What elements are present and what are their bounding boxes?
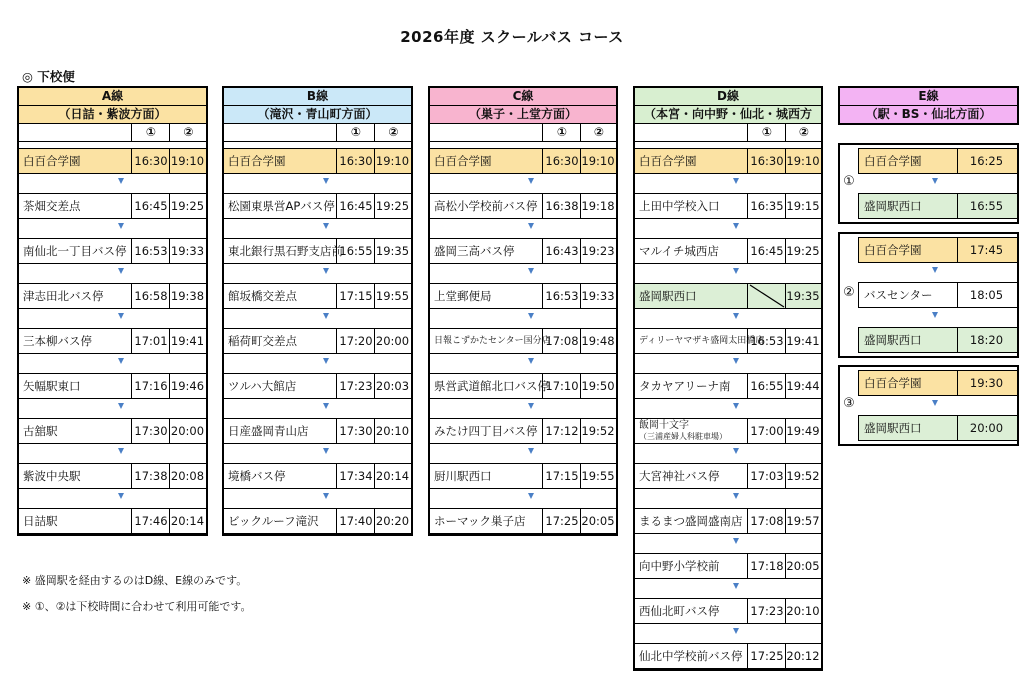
down-arrow-icon — [323, 448, 329, 454]
stop-name: 館坂橋交差点 — [228, 289, 297, 303]
stop-name: 茶畑交差点 — [23, 199, 81, 213]
time-2: 19:55 — [374, 284, 410, 308]
stop-row — [635, 373, 821, 399]
stop-row — [858, 282, 1017, 308]
route-b — [222, 86, 413, 536]
time: 20:00 — [957, 416, 1015, 440]
stop-row — [430, 193, 616, 219]
stop-name-main: 飯岡十文字 — [639, 420, 689, 431]
group-number: ① — [843, 173, 855, 189]
stop-name: 矢幅駅東口 — [23, 379, 81, 393]
route-name: C線 — [430, 88, 616, 106]
stop-name-sub: （三浦産婦人科駐車場） — [639, 432, 727, 441]
down-arrow-icon — [323, 358, 329, 364]
time-2: 19:52 — [785, 464, 820, 488]
stop-name: 津志田北バス停 — [23, 289, 104, 303]
time-2: 20:08 — [169, 464, 205, 488]
time-2: 19:33 — [169, 239, 205, 263]
stop-row — [858, 237, 1017, 263]
route-e-group — [838, 365, 1019, 446]
time-1: 16:53 — [542, 284, 581, 308]
stop-name: 東北銀行黒石野支店前 — [228, 244, 343, 258]
down-arrow-icon — [733, 313, 739, 319]
page-title: 2026年度 スクールバス コース — [400, 28, 624, 46]
stop-name: 西仙北町バス停 — [639, 604, 720, 618]
down-arrow-icon — [118, 358, 124, 364]
down-arrow-icon — [323, 178, 329, 184]
stop-row — [19, 238, 206, 264]
route-e-group — [838, 232, 1019, 358]
time-column-header — [635, 124, 821, 142]
stop-row — [635, 643, 821, 669]
time: 17:45 — [957, 238, 1015, 262]
stop-name: ツルハ大館店 — [228, 379, 297, 393]
stop-name: 盛岡駅西口 — [864, 199, 922, 213]
time: 18:20 — [957, 328, 1015, 352]
route-area: （滝沢・青山町方面） — [224, 106, 411, 124]
time-1: 17:15 — [336, 284, 375, 308]
route-name: B線 — [224, 88, 411, 106]
time-2: 20:00 — [169, 419, 205, 443]
stop-row — [224, 148, 411, 174]
time-1: 16:55 — [336, 239, 375, 263]
time-2: 20:14 — [169, 509, 205, 533]
stop-name: タカヤアリーナ南 — [639, 379, 731, 393]
stop-row — [224, 328, 411, 354]
down-arrow-icon — [118, 403, 124, 409]
time-1: 16:55 — [747, 374, 786, 398]
time-1: 17:12 — [542, 419, 581, 443]
stop-name: 盛岡三高バス停 — [434, 244, 515, 258]
note-2: ※ ①、②は下校時間に合わせて利用可能です。 — [22, 600, 252, 613]
down-arrow-icon — [932, 267, 938, 273]
stop-name: 境橋バス停 — [228, 469, 286, 483]
time-2: 19:44 — [785, 374, 820, 398]
route-area: （日詰・紫波方面） — [19, 106, 206, 124]
stop-row — [224, 418, 411, 444]
down-arrow-icon — [733, 223, 739, 229]
down-arrow-icon — [528, 313, 534, 319]
time-1: 16:45 — [131, 194, 170, 218]
time-1: 17:08 — [747, 509, 786, 533]
time-column-header — [19, 124, 206, 142]
down-arrow-icon — [932, 400, 938, 406]
stop-row — [19, 373, 206, 399]
stop-name: 白百合学園 — [864, 243, 922, 257]
time-1: 17:15 — [542, 464, 581, 488]
time-1: 16:38 — [542, 194, 581, 218]
stop-row — [430, 328, 616, 354]
down-arrow-icon — [323, 493, 329, 499]
time-1: 16:53 — [747, 329, 786, 353]
time-1: 16:45 — [747, 239, 786, 263]
stop-row — [430, 508, 616, 534]
stop-row — [224, 283, 411, 309]
stop-name: 日報こずかたセンター国分店 — [434, 336, 551, 346]
time-1: 16:45 — [336, 194, 375, 218]
time-1 — [747, 284, 786, 308]
down-arrow-icon — [733, 583, 739, 589]
stop-row — [19, 418, 206, 444]
column-mark-2: ② — [374, 124, 412, 141]
stop-name: ホーマック巣子店 — [434, 514, 526, 528]
column-mark-1: ① — [131, 124, 170, 141]
time-2: 19:15 — [785, 194, 820, 218]
time-1: 17:34 — [336, 464, 375, 488]
stop-name: 日産盛岡青山店 — [228, 424, 309, 438]
time-2: 20:03 — [374, 374, 410, 398]
stop-row — [19, 508, 206, 534]
down-arrow-icon — [932, 178, 938, 184]
time-2: 19:48 — [580, 329, 615, 353]
time-2: 20:00 — [374, 329, 410, 353]
time-2: 19:49 — [785, 419, 820, 443]
time-1: 16:30 — [336, 149, 375, 173]
time: 16:25 — [957, 149, 1015, 173]
stop-row — [635, 463, 821, 489]
stop-row — [635, 328, 821, 354]
time-2: 19:41 — [169, 329, 205, 353]
down-arrow-icon — [528, 358, 534, 364]
stop-row — [858, 415, 1017, 441]
time-1: 17:30 — [131, 419, 170, 443]
stop-row — [224, 373, 411, 399]
time-1: 17:03 — [747, 464, 786, 488]
down-arrow-icon — [733, 538, 739, 544]
down-arrow-icon — [118, 313, 124, 319]
time: 16:55 — [957, 194, 1015, 218]
down-arrow-icon — [528, 223, 534, 229]
down-arrow-icon — [323, 403, 329, 409]
column-mark-1: ① — [747, 124, 786, 141]
time-1: 17:08 — [542, 329, 581, 353]
down-arrow-icon — [118, 493, 124, 499]
stop-row — [858, 370, 1017, 396]
stop-row — [635, 418, 821, 444]
time-2: 19:25 — [785, 239, 820, 263]
time-1: 16:30 — [747, 149, 786, 173]
stop-name: ディリーヤマザキ盛岡太田橋店 — [639, 336, 765, 346]
time-2: 19:10 — [374, 149, 410, 173]
route-area: （駅・BS・仙北方面） — [840, 106, 1017, 123]
stop-row — [430, 463, 616, 489]
down-arrow-icon — [118, 268, 124, 274]
stop-name: 白百合学園 — [228, 154, 286, 168]
route-a — [17, 86, 208, 536]
stop-row — [635, 508, 821, 534]
time-1: 17:25 — [747, 644, 786, 668]
stop-name: 紫波中央駅 — [23, 469, 81, 483]
time-2: 19:33 — [580, 284, 615, 308]
time-1: 17:23 — [336, 374, 375, 398]
time-1: 17:00 — [747, 419, 786, 443]
stop-name: 盛岡駅西口 — [639, 289, 697, 303]
column-mark-2: ② — [169, 124, 207, 141]
stop-name — [639, 420, 727, 442]
time-2: 19:55 — [580, 464, 615, 488]
stop-row — [430, 238, 616, 264]
time-column-header — [224, 124, 411, 142]
stop-name: 稲荷町交差点 — [228, 334, 297, 348]
stop-row — [430, 283, 616, 309]
down-arrow-icon — [733, 403, 739, 409]
time-1: 17:46 — [131, 509, 170, 533]
down-arrow-icon — [528, 448, 534, 454]
time-1: 17:20 — [336, 329, 375, 353]
time-1: 17:18 — [747, 554, 786, 578]
column-mark-1: ① — [336, 124, 375, 141]
stop-row — [430, 418, 616, 444]
time-1: 17:23 — [747, 599, 786, 623]
down-arrow-icon — [118, 178, 124, 184]
stop-name: 盛岡駅西口 — [864, 421, 922, 435]
group-number: ③ — [843, 395, 855, 411]
stop-name: バスセンター — [864, 288, 933, 302]
stop-name: 白百合学園 — [23, 154, 81, 168]
stop-name: 白百合学園 — [864, 376, 922, 390]
route-area: （本宮・向中野・仙北・城西方 — [635, 106, 821, 124]
down-arrow-icon — [323, 223, 329, 229]
column-mark-2: ② — [580, 124, 617, 141]
down-arrow-icon — [528, 493, 534, 499]
time-2: 20:20 — [374, 509, 410, 533]
time-1: 17:40 — [336, 509, 375, 533]
stop-name: 上田中学校入口 — [639, 199, 720, 213]
stop-name: 南仙北一丁目バス停 — [23, 244, 127, 258]
time-1: 16:53 — [131, 239, 170, 263]
stop-name: 上堂郵便局 — [434, 289, 492, 303]
stop-row — [224, 238, 411, 264]
stop-row — [635, 598, 821, 624]
time-2: 19:38 — [169, 284, 205, 308]
time-1: 16:35 — [747, 194, 786, 218]
route-name: E線 — [840, 88, 1017, 106]
stop-row — [19, 328, 206, 354]
route-d — [633, 86, 823, 671]
down-arrow-icon — [528, 178, 534, 184]
stop-row — [635, 553, 821, 579]
down-arrow-icon — [323, 268, 329, 274]
route-name: D線 — [635, 88, 821, 106]
stop-row — [224, 508, 411, 534]
stop-row — [19, 193, 206, 219]
stop-name: まるまつ盛岡盛南店 — [639, 514, 743, 528]
stop-row — [635, 148, 821, 174]
column-mark-1: ① — [542, 124, 581, 141]
stop-row — [430, 148, 616, 174]
down-arrow-icon — [733, 493, 739, 499]
time-1: 17:01 — [131, 329, 170, 353]
stop-name: みたけ四丁目バス停 — [434, 424, 538, 438]
time-2: 19:10 — [169, 149, 205, 173]
stop-row — [430, 373, 616, 399]
time-1: 16:30 — [542, 149, 581, 173]
stop-row — [19, 148, 206, 174]
stop-name: 県営武道館北口バス停 — [434, 379, 549, 393]
stop-row — [858, 148, 1017, 174]
route-e-header — [838, 86, 1019, 125]
time-2: 19:50 — [580, 374, 615, 398]
time-2: 19:10 — [785, 149, 820, 173]
time-column-header — [430, 124, 616, 142]
time-2: 19:35 — [785, 284, 820, 308]
note-1: ※ 盛岡駅を経由するのはD線、E線のみです。 — [22, 574, 248, 587]
time-1: 16:30 — [131, 149, 170, 173]
down-arrow-icon — [932, 312, 938, 318]
stop-row — [858, 193, 1017, 219]
group-number: ② — [843, 285, 855, 300]
time-2: 20:05 — [580, 509, 615, 533]
time-2: 19:18 — [580, 194, 615, 218]
time-2: 19:25 — [169, 194, 205, 218]
time-2: 19:46 — [169, 374, 205, 398]
time-2: 19:41 — [785, 329, 820, 353]
time-1: 17:16 — [131, 374, 170, 398]
stop-name: 盛岡駅西口 — [864, 333, 922, 347]
down-arrow-icon — [528, 268, 534, 274]
time-2: 20:14 — [374, 464, 410, 488]
down-arrow-icon — [733, 448, 739, 454]
stop-row — [19, 463, 206, 489]
time-1: 17:30 — [336, 419, 375, 443]
stop-name: 向中野小学校前 — [639, 559, 720, 573]
stop-row — [224, 463, 411, 489]
time-2: 19:23 — [580, 239, 615, 263]
time-1: 16:43 — [542, 239, 581, 263]
time-2: 19:57 — [785, 509, 820, 533]
stop-name: 古舘駅 — [23, 424, 58, 438]
stop-name: 大宮神社バス停 — [639, 469, 720, 483]
time-2: 20:05 — [785, 554, 820, 578]
stop-row — [635, 238, 821, 264]
time-1: 17:10 — [542, 374, 581, 398]
time-2: 20:10 — [785, 599, 820, 623]
no-service-slash — [748, 284, 786, 308]
stop-name: 白百合学園 — [639, 154, 697, 168]
down-arrow-icon — [733, 628, 739, 634]
down-arrow-icon — [118, 223, 124, 229]
route-name: A線 — [19, 88, 206, 106]
time-2: 20:12 — [785, 644, 820, 668]
stop-name: 高松小学校前バス停 — [434, 199, 538, 213]
stop-name: ビックルーフ滝沢 — [228, 514, 319, 528]
time: 19:30 — [957, 371, 1015, 395]
time: 18:05 — [957, 283, 1015, 307]
down-arrow-icon — [733, 178, 739, 184]
time-2: 19:52 — [580, 419, 615, 443]
route-c — [428, 86, 618, 536]
stop-row — [224, 193, 411, 219]
time-2: 19:25 — [374, 194, 410, 218]
stop-name: 日詰駅 — [23, 514, 58, 528]
down-arrow-icon — [733, 268, 739, 274]
stop-name: 三本柳バス停 — [23, 334, 92, 348]
down-arrow-icon — [528, 403, 534, 409]
stop-name: マルイチ城西店 — [639, 244, 719, 258]
stop-row — [19, 283, 206, 309]
time-1: 17:25 — [542, 509, 581, 533]
stop-row — [635, 193, 821, 219]
section-label: ◎ 下校便 — [22, 69, 75, 84]
time-2: 19:10 — [580, 149, 615, 173]
stop-name: 白百合学園 — [434, 154, 492, 168]
stop-row — [635, 283, 821, 309]
stop-name: 松園東県営APバス停 — [228, 199, 335, 213]
down-arrow-icon — [323, 313, 329, 319]
route-e-group — [838, 143, 1019, 224]
time-1: 17:38 — [131, 464, 170, 488]
route-area: （巣子・上堂方面） — [430, 106, 616, 124]
down-arrow-icon — [118, 448, 124, 454]
stop-row — [858, 327, 1017, 353]
time-2: 19:35 — [374, 239, 410, 263]
column-mark-2: ② — [785, 124, 822, 141]
down-arrow-icon — [733, 358, 739, 364]
stop-name: 白百合学園 — [864, 154, 922, 168]
time-2: 20:10 — [374, 419, 410, 443]
stop-name: 仙北中学校前バス停 — [639, 649, 743, 663]
time-1: 16:58 — [131, 284, 170, 308]
stop-name: 厨川駅西口 — [434, 469, 492, 483]
